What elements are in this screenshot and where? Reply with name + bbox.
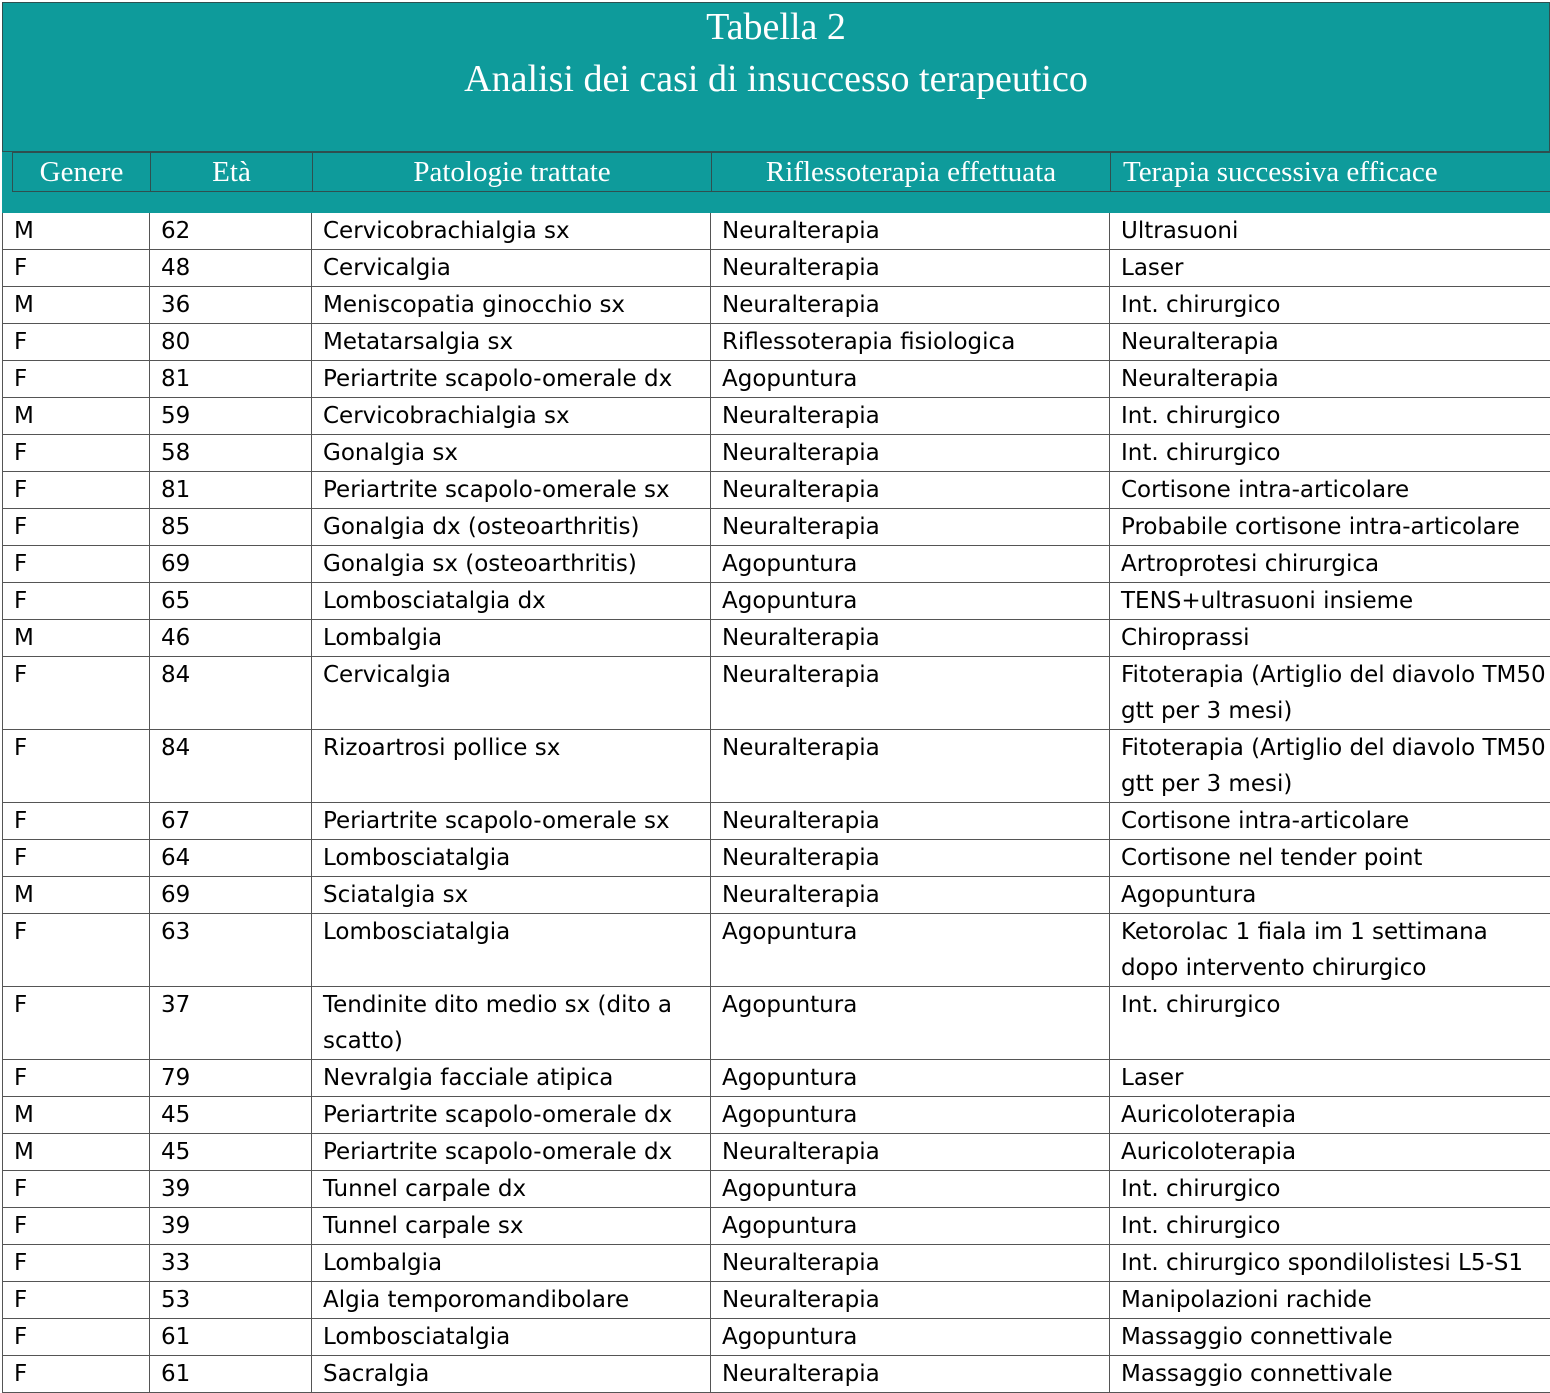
table-row (3, 1282, 1550, 1319)
cell-subsequent-therapy: Cortisone nel tender point (1110, 840, 1550, 877)
table-row (3, 435, 1550, 472)
table-row (3, 213, 1550, 250)
cell-reflexotherapy: Neuralterapia (711, 509, 1110, 546)
cell-age: 58 (150, 435, 312, 472)
cell-reflexotherapy: Neuralterapia (711, 250, 1110, 287)
cell-subsequent-therapy: Neuralterapia (1110, 324, 1550, 361)
cell-reflexotherapy: Neuralterapia (711, 1356, 1110, 1393)
cell-reflexotherapy: Agopuntura (711, 546, 1110, 583)
cell-age: 79 (150, 1060, 312, 1097)
cell-gender: F (3, 1208, 150, 1245)
cell-age: 36 (150, 287, 312, 324)
data-table (2, 213, 1550, 1393)
table-row (3, 987, 1550, 1060)
table-row (3, 398, 1550, 435)
cell-subsequent-therapy: Laser (1110, 1060, 1550, 1097)
table-row (3, 840, 1550, 877)
cell-reflexotherapy: Agopuntura (711, 1060, 1110, 1097)
cell-pathology: Sacralgia (312, 1356, 711, 1393)
cell-age: 84 (150, 657, 312, 730)
table-row (3, 1208, 1550, 1245)
cell-subsequent-therapy: Int. chirurgico (1110, 398, 1550, 435)
table-container (2, 2, 1550, 1393)
cell-pathology: Periartrite scapolo-omerale dx (312, 361, 711, 398)
cell-age: 65 (150, 583, 312, 620)
table-row (3, 877, 1550, 914)
column-header: Età (150, 153, 312, 191)
cell-subsequent-therapy: Neuralterapia (1110, 361, 1550, 398)
cell-gender: F (3, 840, 150, 877)
cell-age: 84 (150, 730, 312, 803)
cell-age: 59 (150, 398, 312, 435)
cell-gender: F (3, 657, 150, 730)
cell-age: 39 (150, 1208, 312, 1245)
cell-pathology: Cervicobrachialgia sx (312, 213, 711, 250)
cell-reflexotherapy: Agopuntura (711, 1319, 1110, 1356)
cell-gender: F (3, 987, 150, 1060)
table-row (3, 1060, 1550, 1097)
cell-gender: M (3, 877, 150, 914)
cell-gender: F (3, 472, 150, 509)
cell-age: 69 (150, 877, 312, 914)
cell-subsequent-therapy: Chiroprassi (1110, 620, 1550, 657)
cell-age: 45 (150, 1134, 312, 1171)
cell-subsequent-therapy: Probabile cortisone intra-articolare (1110, 509, 1550, 546)
cell-gender: F (3, 546, 150, 583)
cell-age: 80 (150, 324, 312, 361)
cell-reflexotherapy: Neuralterapia (711, 620, 1110, 657)
table-row (3, 914, 1550, 987)
cell-age: 46 (150, 620, 312, 657)
cell-pathology: Periartrite scapolo-omerale dx (312, 1134, 711, 1171)
cell-reflexotherapy: Neuralterapia (711, 1134, 1110, 1171)
table-row (3, 287, 1550, 324)
cell-age: 48 (150, 250, 312, 287)
cell-subsequent-therapy: Auricoloterapia (1110, 1134, 1550, 1171)
cell-reflexotherapy: Neuralterapia (711, 1245, 1110, 1282)
cell-pathology: Lombosciatalgia dx (312, 583, 711, 620)
table-row (3, 324, 1550, 361)
column-header: Patologie trattate (312, 153, 711, 191)
cell-gender: F (3, 1060, 150, 1097)
cell-gender: F (3, 1282, 150, 1319)
cell-reflexotherapy: Neuralterapia (711, 657, 1110, 730)
cell-gender: M (3, 213, 150, 250)
cell-gender: F (3, 324, 150, 361)
table-row (3, 657, 1550, 730)
cell-age: 37 (150, 987, 312, 1060)
cell-reflexotherapy: Neuralterapia (711, 1282, 1110, 1319)
cell-subsequent-therapy: Massaggio connettivale (1110, 1319, 1550, 1356)
cell-subsequent-therapy: Massaggio connettivale (1110, 1356, 1550, 1393)
cell-subsequent-therapy: Int. chirurgico (1110, 1171, 1550, 1208)
cell-pathology: Rizoartrosi pollice sx (312, 730, 711, 803)
cell-pathology: Tunnel carpale dx (312, 1171, 711, 1208)
cell-pathology: Nevralgia facciale atipica (312, 1060, 711, 1097)
cell-age: 45 (150, 1097, 312, 1134)
cell-gender: M (3, 620, 150, 657)
cell-subsequent-therapy: Fitoterapia (Artiglio del diavolo TM50 gtt per 3 mesi) (1110, 657, 1550, 730)
cell-pathology: Gonalgia dx (osteoarthritis) (312, 509, 711, 546)
table-row (3, 361, 1550, 398)
cell-pathology: Gonalgia sx (osteoarthritis) (312, 546, 711, 583)
cell-reflexotherapy: Agopuntura (711, 1097, 1110, 1134)
cell-pathology: Periartrite scapolo-omerale dx (312, 1097, 711, 1134)
cell-gender: F (3, 1319, 150, 1356)
cell-subsequent-therapy: Cortisone intra-articolare (1110, 803, 1550, 840)
cell-reflexotherapy: Agopuntura (711, 987, 1110, 1060)
cell-gender: F (3, 1171, 150, 1208)
table-row (3, 1356, 1550, 1393)
cell-reflexotherapy: Agopuntura (711, 1208, 1110, 1245)
cell-pathology: Cervicalgia (312, 657, 711, 730)
table-row (3, 1171, 1550, 1208)
column-header-row (12, 152, 1550, 192)
column-header: Riflessoterapia effettuata (711, 153, 1110, 191)
column-header-band (2, 152, 1550, 213)
cell-subsequent-therapy: Int. chirurgico (1110, 1208, 1550, 1245)
cell-pathology: Periartrite scapolo-omerale sx (312, 472, 711, 509)
cell-pathology: Tendinite dito medio sx (dito a scatto) (312, 987, 711, 1060)
cell-subsequent-therapy: Ultrasuoni (1110, 213, 1550, 250)
cell-gender: F (3, 1356, 150, 1393)
column-header: Genere (12, 153, 150, 191)
cell-age: 67 (150, 803, 312, 840)
cell-subsequent-therapy: Int. chirurgico (1110, 987, 1550, 1060)
cell-gender: M (3, 1134, 150, 1171)
cell-gender: F (3, 250, 150, 287)
table-row (3, 546, 1550, 583)
cell-pathology: Periartrite scapolo-omerale sx (312, 803, 711, 840)
table-row (3, 250, 1550, 287)
cell-age: 85 (150, 509, 312, 546)
cell-reflexotherapy: Agopuntura (711, 583, 1110, 620)
table-row (3, 583, 1550, 620)
table-row (3, 803, 1550, 840)
cell-reflexotherapy: Riflessoterapia fisiologica (711, 324, 1110, 361)
cell-age: 69 (150, 546, 312, 583)
cell-pathology: Lombalgia (312, 620, 711, 657)
table-title-banner (2, 2, 1550, 152)
table-row (3, 509, 1550, 546)
cell-pathology: Tunnel carpale sx (312, 1208, 711, 1245)
cell-gender: M (3, 287, 150, 324)
cell-pathology: Lombosciatalgia (312, 914, 711, 987)
cell-age: 33 (150, 1245, 312, 1282)
cell-pathology: Cervicalgia (312, 250, 711, 287)
cell-gender: M (3, 398, 150, 435)
cell-reflexotherapy: Neuralterapia (711, 877, 1110, 914)
cell-subsequent-therapy: Laser (1110, 250, 1550, 287)
cell-subsequent-therapy: Auricoloterapia (1110, 1097, 1550, 1134)
cell-reflexotherapy: Neuralterapia (711, 213, 1110, 250)
cell-reflexotherapy: Agopuntura (711, 361, 1110, 398)
cell-reflexotherapy: Neuralterapia (711, 435, 1110, 472)
table-number: Tabella 2 (3, 3, 1549, 49)
table-row (3, 620, 1550, 657)
cell-age: 64 (150, 840, 312, 877)
cell-subsequent-therapy: Fitoterapia (Artiglio del diavolo TM50 gtt per 3 mesi) (1110, 730, 1550, 803)
table-row (3, 1319, 1550, 1356)
cell-gender: M (3, 1097, 150, 1134)
column-header: Terapia successiva efficace (1110, 153, 1549, 191)
cell-subsequent-therapy: Ketorolac 1 fiala im 1 settimana dopo intervento chirurgico (1110, 914, 1550, 987)
cell-gender: F (3, 914, 150, 987)
table-row (3, 1134, 1550, 1171)
cell-gender: F (3, 803, 150, 840)
cell-reflexotherapy: Agopuntura (711, 914, 1110, 987)
cell-reflexotherapy: Agopuntura (711, 1171, 1110, 1208)
table-row (3, 1245, 1550, 1282)
cell-gender: F (3, 583, 150, 620)
cell-pathology: Metatarsalgia sx (312, 324, 711, 361)
cell-age: 61 (150, 1319, 312, 1356)
cell-age: 81 (150, 472, 312, 509)
table-body (3, 213, 1550, 1393)
cell-pathology: Lombalgia (312, 1245, 711, 1282)
cell-subsequent-therapy: Int. chirurgico (1110, 435, 1550, 472)
cell-age: 63 (150, 914, 312, 987)
cell-subsequent-therapy: Int. chirurgico (1110, 287, 1550, 324)
cell-gender: F (3, 361, 150, 398)
cell-age: 53 (150, 1282, 312, 1319)
table-row (3, 1097, 1550, 1134)
cell-pathology: Lombosciatalgia (312, 840, 711, 877)
cell-gender: F (3, 730, 150, 803)
cell-reflexotherapy: Neuralterapia (711, 840, 1110, 877)
table-row (3, 730, 1550, 803)
table-title: Analisi dei casi di insuccesso terapeutico (3, 49, 1549, 101)
cell-reflexotherapy: Neuralterapia (711, 803, 1110, 840)
cell-reflexotherapy: Neuralterapia (711, 398, 1110, 435)
cell-age: 61 (150, 1356, 312, 1393)
cell-reflexotherapy: Neuralterapia (711, 472, 1110, 509)
cell-pathology: Algia temporomandibolare (312, 1282, 711, 1319)
cell-subsequent-therapy: Int. chirurgico spondilolistesi L5-S1 (1110, 1245, 1550, 1282)
cell-subsequent-therapy: Agopuntura (1110, 877, 1550, 914)
cell-pathology: Meniscopatia ginocchio sx (312, 287, 711, 324)
cell-gender: F (3, 509, 150, 546)
cell-pathology: Lombosciatalgia (312, 1319, 711, 1356)
cell-subsequent-therapy: Artroprotesi chirurgica (1110, 546, 1550, 583)
cell-pathology: Sciatalgia sx (312, 877, 711, 914)
cell-gender: F (3, 1245, 150, 1282)
cell-pathology: Gonalgia sx (312, 435, 711, 472)
cell-subsequent-therapy: Cortisone intra-articolare (1110, 472, 1550, 509)
cell-subsequent-therapy: TENS+ultrasuoni insieme (1110, 583, 1550, 620)
cell-subsequent-therapy: Manipolazioni rachide (1110, 1282, 1550, 1319)
table-row (3, 472, 1550, 509)
cell-age: 39 (150, 1171, 312, 1208)
cell-reflexotherapy: Neuralterapia (711, 287, 1110, 324)
cell-gender: F (3, 435, 150, 472)
cell-pathology: Cervicobrachialgia sx (312, 398, 711, 435)
cell-reflexotherapy: Neuralterapia (711, 730, 1110, 803)
cell-age: 62 (150, 213, 312, 250)
cell-age: 81 (150, 361, 312, 398)
